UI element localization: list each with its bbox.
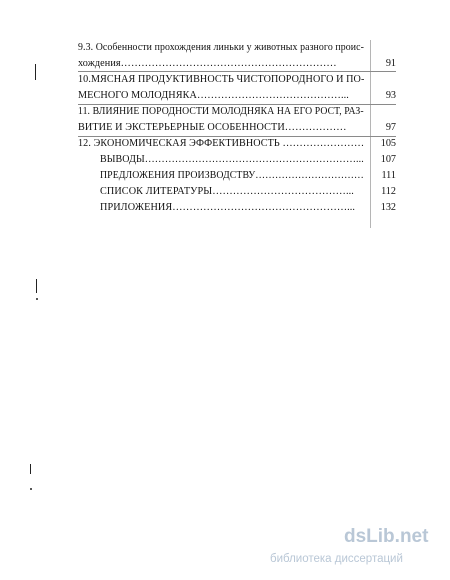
toc-entry-text: СПИСОК ЛИТЕРАТУРЫ…………………………………... (100, 186, 354, 197)
binder-mark-top (35, 64, 36, 80)
toc-row (78, 88, 396, 104)
toc-entry-page (368, 40, 396, 56)
toc-row (78, 40, 396, 56)
toc-entry-text: ПРЕДЛОЖЕНИЯ ПРОИЗВОДСТВУ…………………………… (100, 170, 364, 181)
toc-row (78, 136, 396, 152)
toc-entry-text: ВИТИЕ И ЭКСТЕРЬЕРНЫЕ ОСОБЕННОСТИ……………… (78, 122, 347, 133)
toc-entry-text: ПРИЛОЖЕНИЯ……………………………………………... (100, 202, 356, 213)
toc-entry-text: МЕСНОГО МОЛОДНЯКА……………………………………... (78, 90, 349, 101)
toc-row (78, 72, 396, 88)
toc-row (78, 200, 396, 216)
watermark-subtitle: библиотека диссертаций (270, 553, 403, 565)
toc-entry-page: 105 (380, 138, 396, 149)
toc-entry-text: 9.3. Особенности прохождения линьки у животных разного проис- (78, 42, 365, 53)
binder-dot-middle (36, 298, 38, 300)
toc-entry-page: 97 (385, 122, 396, 133)
toc-entry-page: 132 (380, 202, 396, 213)
toc-row (78, 184, 396, 200)
binder-mark-bottom (30, 464, 31, 474)
toc-row (78, 168, 396, 184)
toc-row (78, 120, 396, 136)
toc-entry-page: 91 (385, 58, 396, 69)
table-of-contents (78, 40, 396, 216)
toc-entry-page (368, 72, 396, 88)
toc-row (78, 152, 396, 168)
toc-entry-text: ВЫВОДЫ………………………………………………………... (100, 154, 364, 165)
toc-row (78, 104, 396, 120)
binder-dot-bottom (30, 488, 32, 490)
toc-entry-page: 93 (385, 90, 396, 101)
toc-row (78, 56, 396, 72)
binder-mark-middle (36, 279, 37, 293)
toc-entry-text: хождения……………………………………………………… (78, 58, 337, 69)
watermark-logo: dsLib.net (344, 526, 429, 547)
toc-entry-text: 10.МЯСНАЯ ПРОДУКТИВНОСТЬ ЧИСТОПОРОДНОГО И ПО- (78, 74, 365, 85)
toc-entry-page: 111 (381, 170, 396, 181)
toc-entry-text: 12. ЭКОНОМИЧЕСКАЯ ЭФФЕКТИВНОСТЬ …………………… (78, 138, 365, 149)
toc-entry-page (368, 104, 396, 120)
toc-entry-page: 107 (380, 154, 396, 165)
toc-entry-page: 112 (381, 186, 396, 197)
toc-entry-text: 11. ВЛИЯНИЕ ПОРОДНОСТИ МОЛОДНЯКА НА ЕГО РОСТ, РАЗ- (78, 106, 364, 117)
